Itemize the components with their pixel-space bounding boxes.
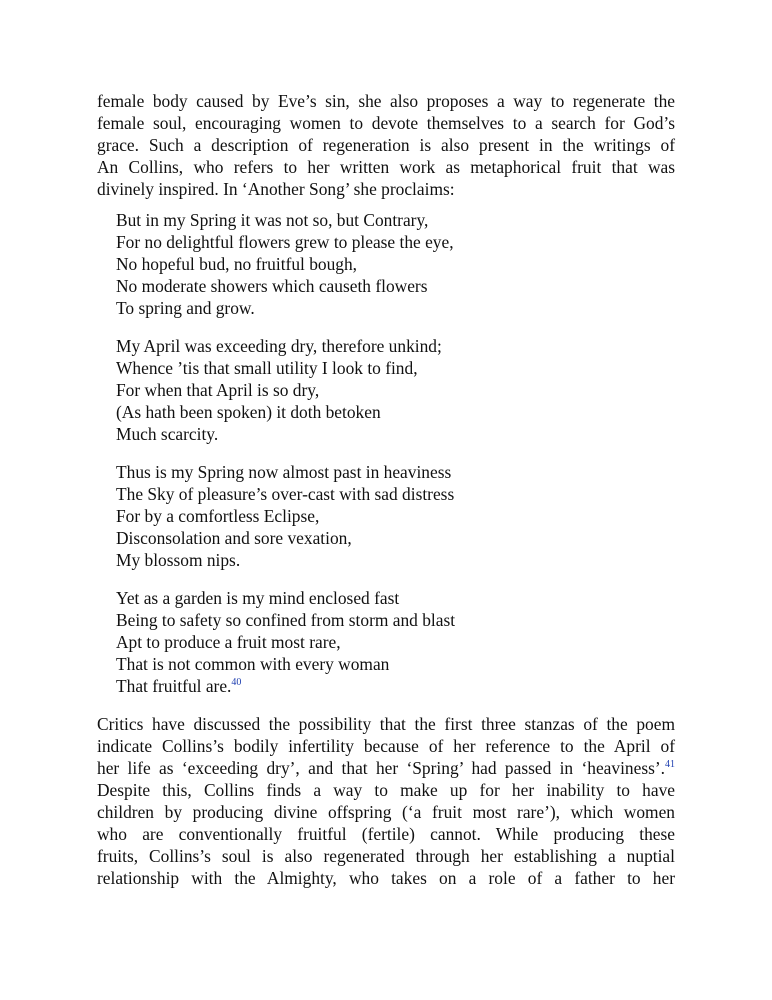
verse-line: Yet as a garden is my mind enclosed fast — [116, 588, 400, 608]
verse-line: Disconsolation and sore vexation, — [116, 528, 352, 548]
poem-stanza-2 — [116, 335, 675, 445]
text-line: Despite this, Collins finds a way to make up for her inability to have — [97, 780, 675, 800]
verse-line: For by a comfortless Eclipse, — [116, 506, 320, 526]
verse-line: Much scarcity. — [116, 424, 219, 444]
poem-stanza-1 — [116, 209, 675, 319]
text-line: Critics have discussed the possibility that the first three stanzas of the poem — [97, 714, 675, 734]
verse-line: (As hath been spoken) it doth betoken — [116, 402, 381, 422]
text-line: indicate Collins’s bodily infertility because of her reference to the April of — [97, 736, 675, 756]
verse-line: My blossom nips. — [116, 550, 241, 570]
text-line: fruits, Collins’s soul is also regenerated through her establishing a nuptial — [97, 846, 675, 866]
verse-line: The Sky of pleasure’s over-cast with sad distress — [116, 484, 455, 504]
verse-line: For no delightful flowers grew to please the eye, — [116, 232, 454, 252]
paragraph-critics — [97, 713, 675, 889]
verse-line — [116, 675, 675, 697]
text-line — [97, 757, 675, 779]
verse-line: My April was exceeding dry, therefore unkind; — [116, 336, 442, 356]
verse-line: Being to safety so confined from storm and blast — [116, 610, 456, 630]
verse-line: That is not common with every woman — [116, 654, 390, 674]
verse-line: To spring and grow. — [116, 298, 255, 318]
paragraph-intro — [97, 90, 675, 200]
text-line: An Collins, who refers to her written work as metaphorical fruit that was — [97, 157, 675, 177]
verse-line: Thus is my Spring now almost past in heaviness — [116, 462, 452, 482]
verse-line: But in my Spring it was not so, but Contrary, — [116, 210, 429, 230]
text-line: children by producing divine offspring (‘a fruit most rare’), which women — [97, 802, 675, 822]
line-text: her life as ‘exceeding dry’, and that her ‘Spring’ had passed in ‘heaviness’. — [97, 758, 665, 778]
verse-line: Whence ’tis that small utility I look to find, — [116, 358, 418, 378]
verse-text: That fruitful are. — [116, 676, 232, 696]
text-line: divinely inspired. In ‘Another Song’ she proclaims: — [97, 179, 455, 199]
verse-line: No hopeful bud, no fruitful bough, — [116, 254, 358, 274]
text-line: grace. Such a description of regeneration is also present in the writings of — [97, 135, 675, 155]
document-page — [97, 90, 675, 889]
footnote-ref-41[interactable]: 41 — [665, 759, 675, 770]
poem-stanza-4 — [116, 587, 675, 697]
verse-line: No moderate showers which causeth flowers — [116, 276, 428, 296]
verse-line: Apt to produce a fruit most rare, — [116, 632, 341, 652]
text-line: relationship with the Almighty, who takes on a role of a father to her — [97, 868, 675, 888]
verse-line: For when that April is so dry, — [116, 380, 320, 400]
text-line: who are conventionally fruitful (fertile) cannot. While producing these — [97, 824, 675, 844]
poem-stanza-3 — [116, 461, 675, 571]
text-line: female soul, encouraging women to devote themselves to a search for God’s — [97, 113, 675, 133]
footnote-ref-40[interactable]: 40 — [231, 677, 242, 688]
text-line: female body caused by Eve’s sin, she also proposes a way to regenerate the — [97, 91, 675, 111]
